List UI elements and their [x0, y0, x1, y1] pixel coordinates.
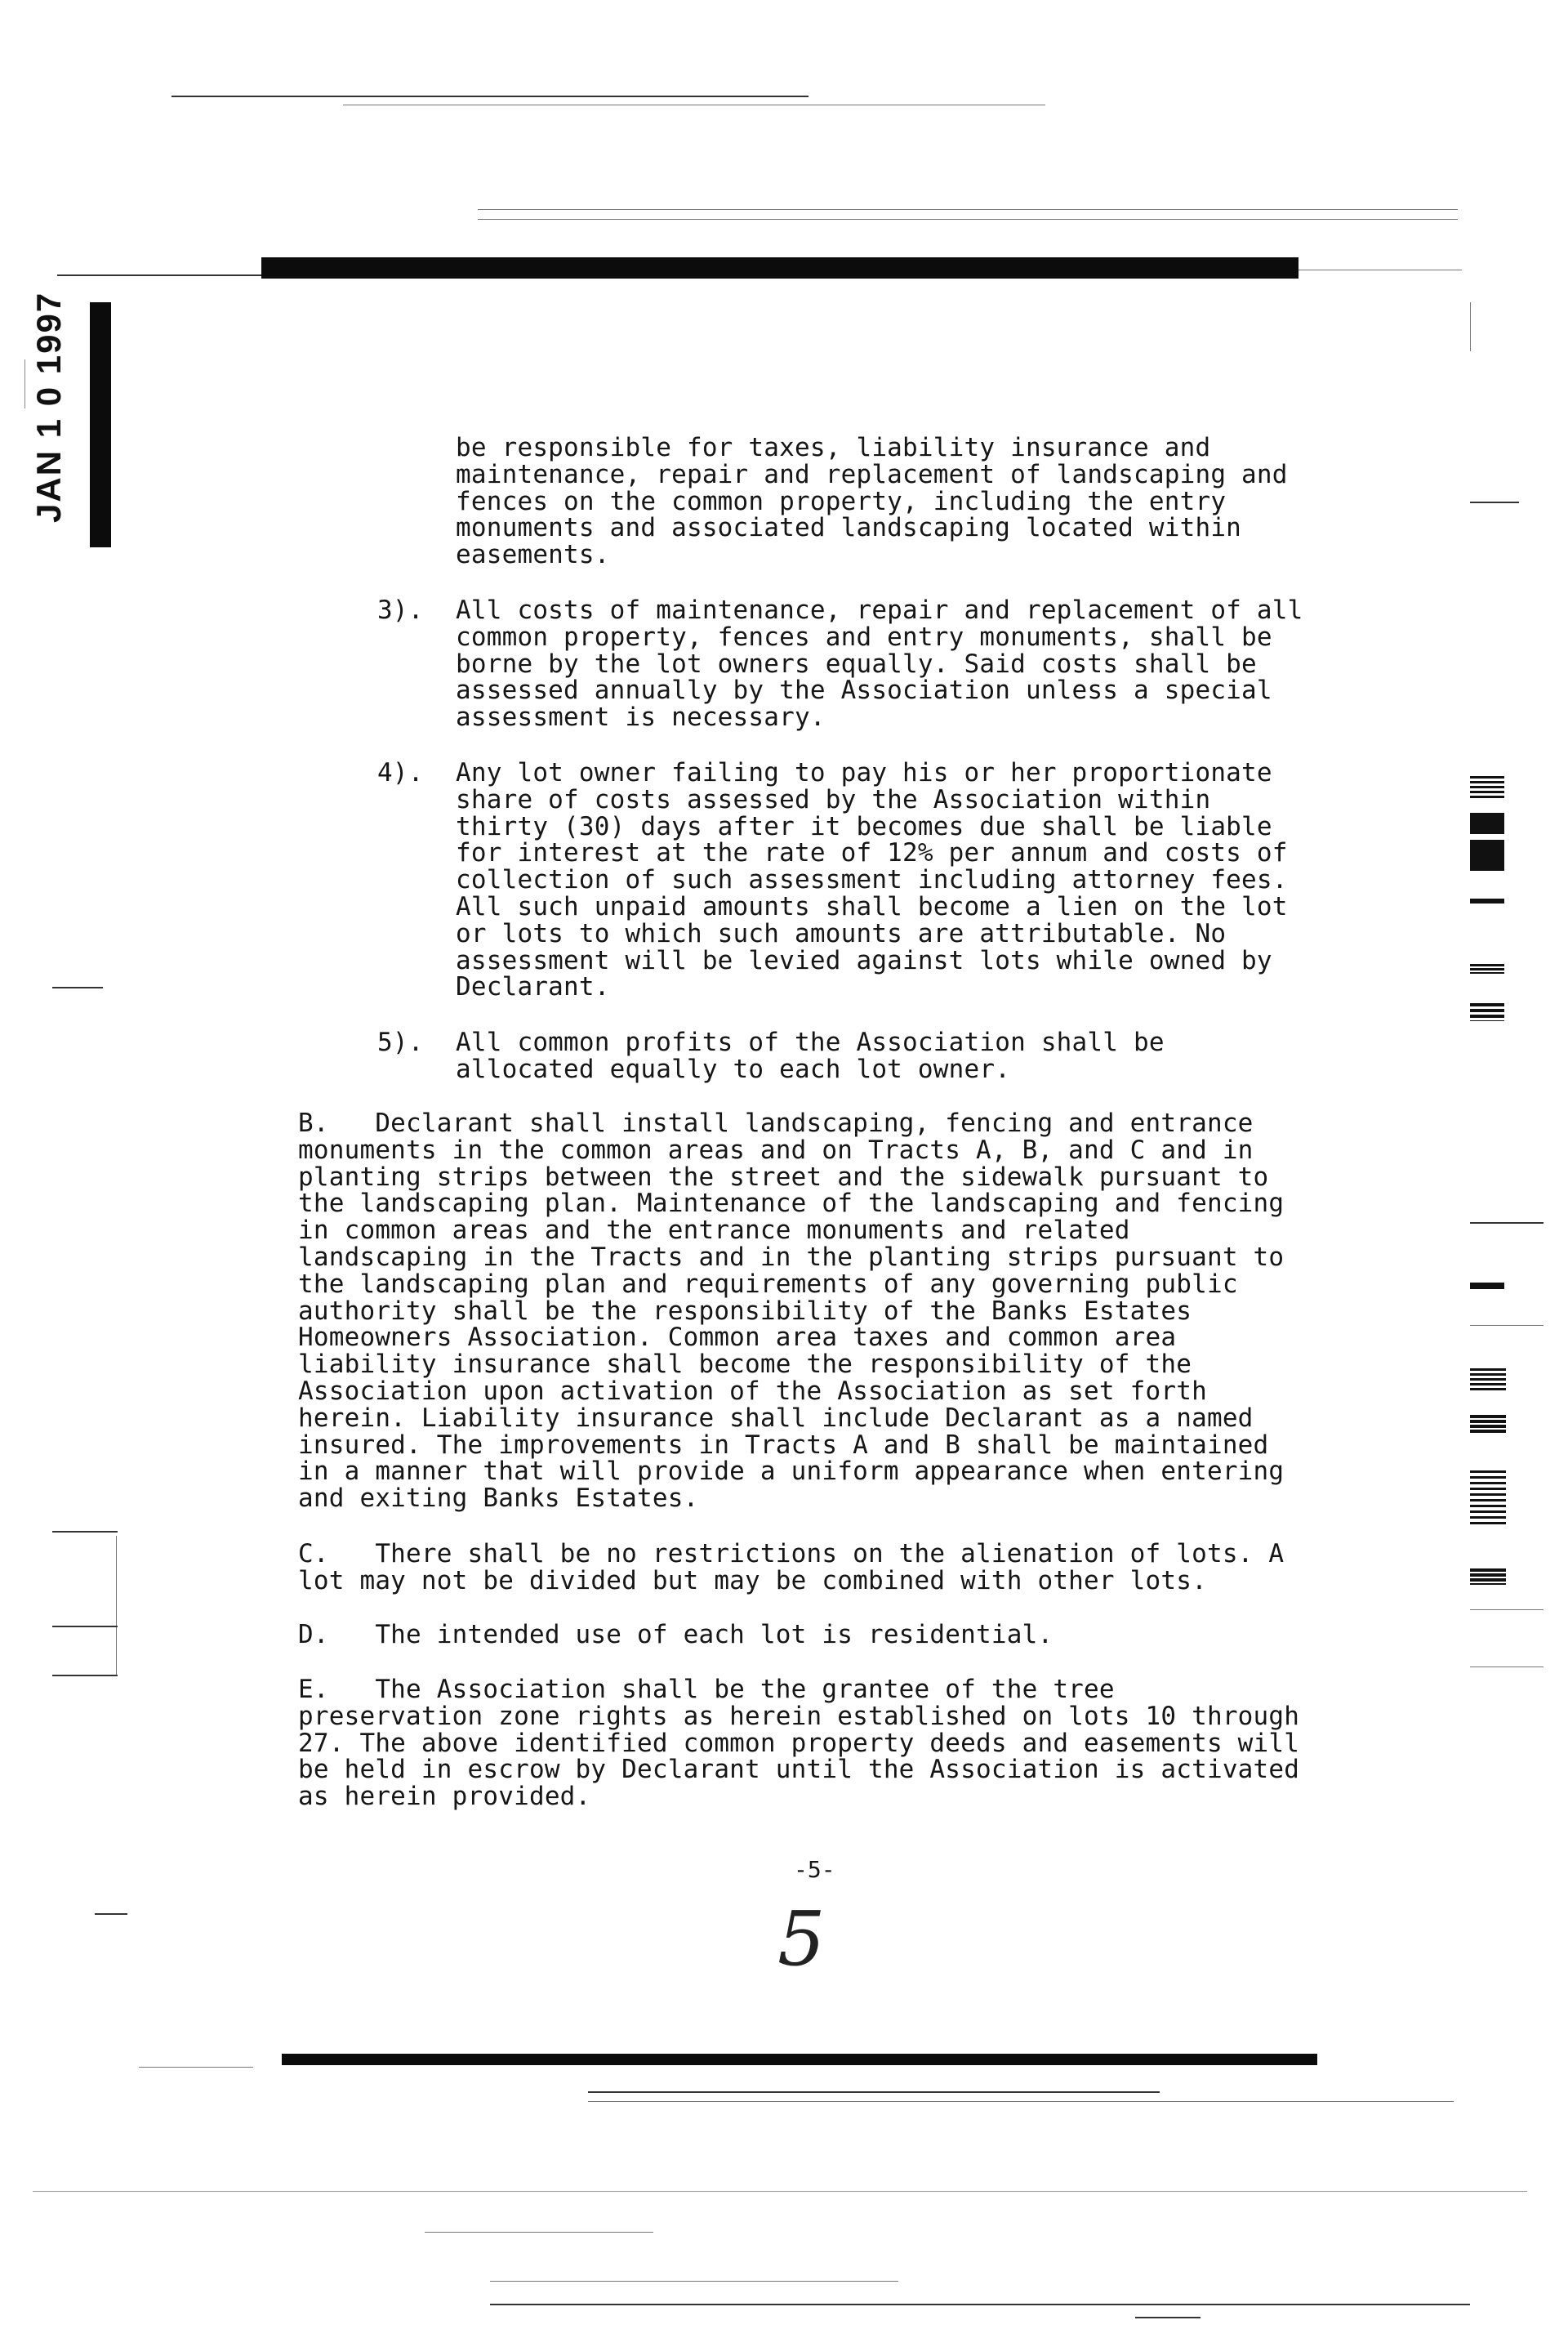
- text-line: assessment will be levied against lots while owned by: [456, 945, 1272, 975]
- fax-mark: [1470, 813, 1504, 834]
- text-line: common property, fences and entry monuments, shall be: [456, 622, 1272, 652]
- text-line: assessment is necessary.: [456, 703, 826, 733]
- text-line: All common profits of the Association shall be: [456, 1028, 1165, 1057]
- item-number: 5).: [377, 1028, 424, 1057]
- scan-line: [490, 2281, 898, 2282]
- scan-line: [490, 2304, 1470, 2305]
- scan-line: [95, 1913, 127, 1915]
- text-line: D. The intended use of each lot is residential.: [298, 1620, 1054, 1649]
- text-line: and exiting Banks Estates.: [298, 1484, 699, 1514]
- scan-line: [1470, 302, 1471, 351]
- page-number: -5-: [794, 1856, 835, 1883]
- text-line: fences on the common property, including the entry: [456, 486, 1227, 516]
- scan-line: [116, 1536, 117, 1675]
- fax-mark: [1470, 840, 1504, 871]
- text-line: insured. The improvements in Tracts A and B shall be maintained: [298, 1430, 1269, 1460]
- scan-line: [1470, 1666, 1544, 1667]
- scan-line: [52, 1675, 118, 1676]
- text-line: in a manner that will provide a uniform appearance when entering: [298, 1457, 1285, 1487]
- text-line: Any lot owner failing to pay his or her proportionate: [456, 758, 1272, 788]
- text-line: borne by the lot owners equally. Said costs shall be: [456, 649, 1257, 679]
- text-line: E. The Association shall be the grantee of the tree: [298, 1675, 1115, 1704]
- text-line: monuments and associated landscaping located within: [456, 513, 1242, 543]
- scan-line: [1135, 2317, 1200, 2318]
- text-line: Association upon activation of the Association as set forth: [298, 1376, 1207, 1406]
- scan-line: [588, 2091, 1160, 2093]
- text-line: B. Declarant shall install landscaping, fencing and entrance: [298, 1109, 1254, 1138]
- text-line: collection of such assessment including attorney fees.: [456, 865, 1288, 895]
- scan-line: [1470, 1609, 1544, 1610]
- text-line: or lots to which such amounts are attributable. No: [456, 918, 1227, 948]
- text-line: Homeowners Association. Common area taxes and common area: [298, 1323, 1177, 1353]
- scan-line: [588, 2101, 1454, 2102]
- scan-line: [33, 2191, 1527, 2192]
- item-number: 3).: [377, 596, 424, 625]
- text-line: Declarant.: [456, 972, 610, 1002]
- text-line: in common areas and the entrance monuments and related: [298, 1216, 1130, 1246]
- scan-line: [52, 1626, 118, 1627]
- scan-line: [478, 219, 1458, 220]
- scan-line: [139, 2067, 253, 2068]
- scan-line: [1470, 502, 1519, 503]
- fax-mark: [1470, 1415, 1506, 1434]
- fax-mark: [1470, 1568, 1506, 1585]
- fax-mark: [1470, 776, 1504, 801]
- text-line: All such unpaid amounts shall become a lien on the lot: [456, 891, 1288, 921]
- text-line: landscaping in the Tracts and in the planting strips pursuant to: [298, 1242, 1285, 1272]
- text-line: easements.: [456, 540, 610, 570]
- text-line: assessed annually by the Association unless a special: [456, 676, 1272, 706]
- section-d-paragraph: [298, 1622, 1053, 1649]
- scan-line: [57, 274, 270, 276]
- text-line: share of costs assessed by the Association within: [456, 784, 1211, 814]
- fax-mark: [1470, 1003, 1504, 1021]
- item-4-paragraph: [456, 760, 1288, 1001]
- scan-line: [52, 987, 103, 988]
- scan-line: [425, 2232, 653, 2233]
- stamp-bar: [90, 302, 111, 547]
- text-line: the landscaping plan and requirements of any governing public: [298, 1269, 1238, 1299]
- text-line: for interest at the rate of 12% per annum and costs of: [456, 838, 1288, 868]
- text-line: liability insurance shall become the responsibility of the: [298, 1350, 1192, 1380]
- section-c-paragraph: [298, 1541, 1284, 1595]
- fax-mark: [1470, 964, 1504, 974]
- text-line: allocated equally to each lot owner.: [456, 1054, 1011, 1084]
- text-line: lot may not be divided but may be combined with other lots.: [298, 1565, 1207, 1595]
- scan-line: [24, 359, 25, 408]
- text-line: maintenance, repair and replacement of landscaping and: [456, 459, 1288, 489]
- scan-line: [172, 96, 808, 97]
- text-line: All costs of maintenance, repair and replacement of all: [456, 596, 1303, 625]
- handwritten-page-number: 5: [777, 1895, 826, 1983]
- received-date-stamp: JAN 1 0 1997: [29, 291, 68, 523]
- item-number: 4).: [377, 758, 424, 788]
- item-5-paragraph: [456, 1029, 1165, 1083]
- scan-line: [478, 209, 1458, 210]
- text-line: planting strips between the street and the sidewalk pursuant to: [298, 1162, 1269, 1192]
- text-line: as herein provided.: [298, 1782, 591, 1812]
- text-line: the landscaping plan. Maintenance of the landscaping and fencing: [298, 1189, 1285, 1219]
- text-line: be responsible for taxes, liability insurance and: [456, 433, 1211, 462]
- scan-line: [1470, 1222, 1544, 1224]
- fax-mark: [1470, 1470, 1506, 1528]
- fax-mark: [1470, 899, 1504, 904]
- scan-line: [1470, 1325, 1544, 1326]
- fax-mark: [1470, 1368, 1506, 1393]
- section-e-paragraph: [298, 1676, 1299, 1810]
- text-line: be held in escrow by Declarant until the Association is activated: [298, 1755, 1300, 1785]
- item-3-paragraph: [456, 597, 1303, 731]
- text-line: monuments in the common areas and on Tracts A, B, and C and in: [298, 1135, 1254, 1165]
- text-line: C. There shall be no restrictions on the alienation of lots. A: [298, 1539, 1285, 1568]
- text-line: thirty (30) days after it becomes due shall be liable: [456, 811, 1272, 841]
- continuation-paragraph: [456, 435, 1288, 569]
- fax-footer-bar: [282, 2054, 1317, 2065]
- section-b-paragraph: [298, 1110, 1284, 1512]
- fax-header-bar: [261, 257, 1298, 279]
- text-line: herein. Liability insurance shall include Declarant as a named: [298, 1403, 1254, 1433]
- text-line: preservation zone rights as herein established on lots 10 through: [298, 1701, 1300, 1731]
- scan-line: [52, 1531, 118, 1533]
- text-line: 27. The above identified common property deeds and easements will: [298, 1728, 1300, 1758]
- text-line: authority shall be the responsibility of the Banks Estates: [298, 1296, 1192, 1326]
- fax-mark: [1470, 1283, 1504, 1289]
